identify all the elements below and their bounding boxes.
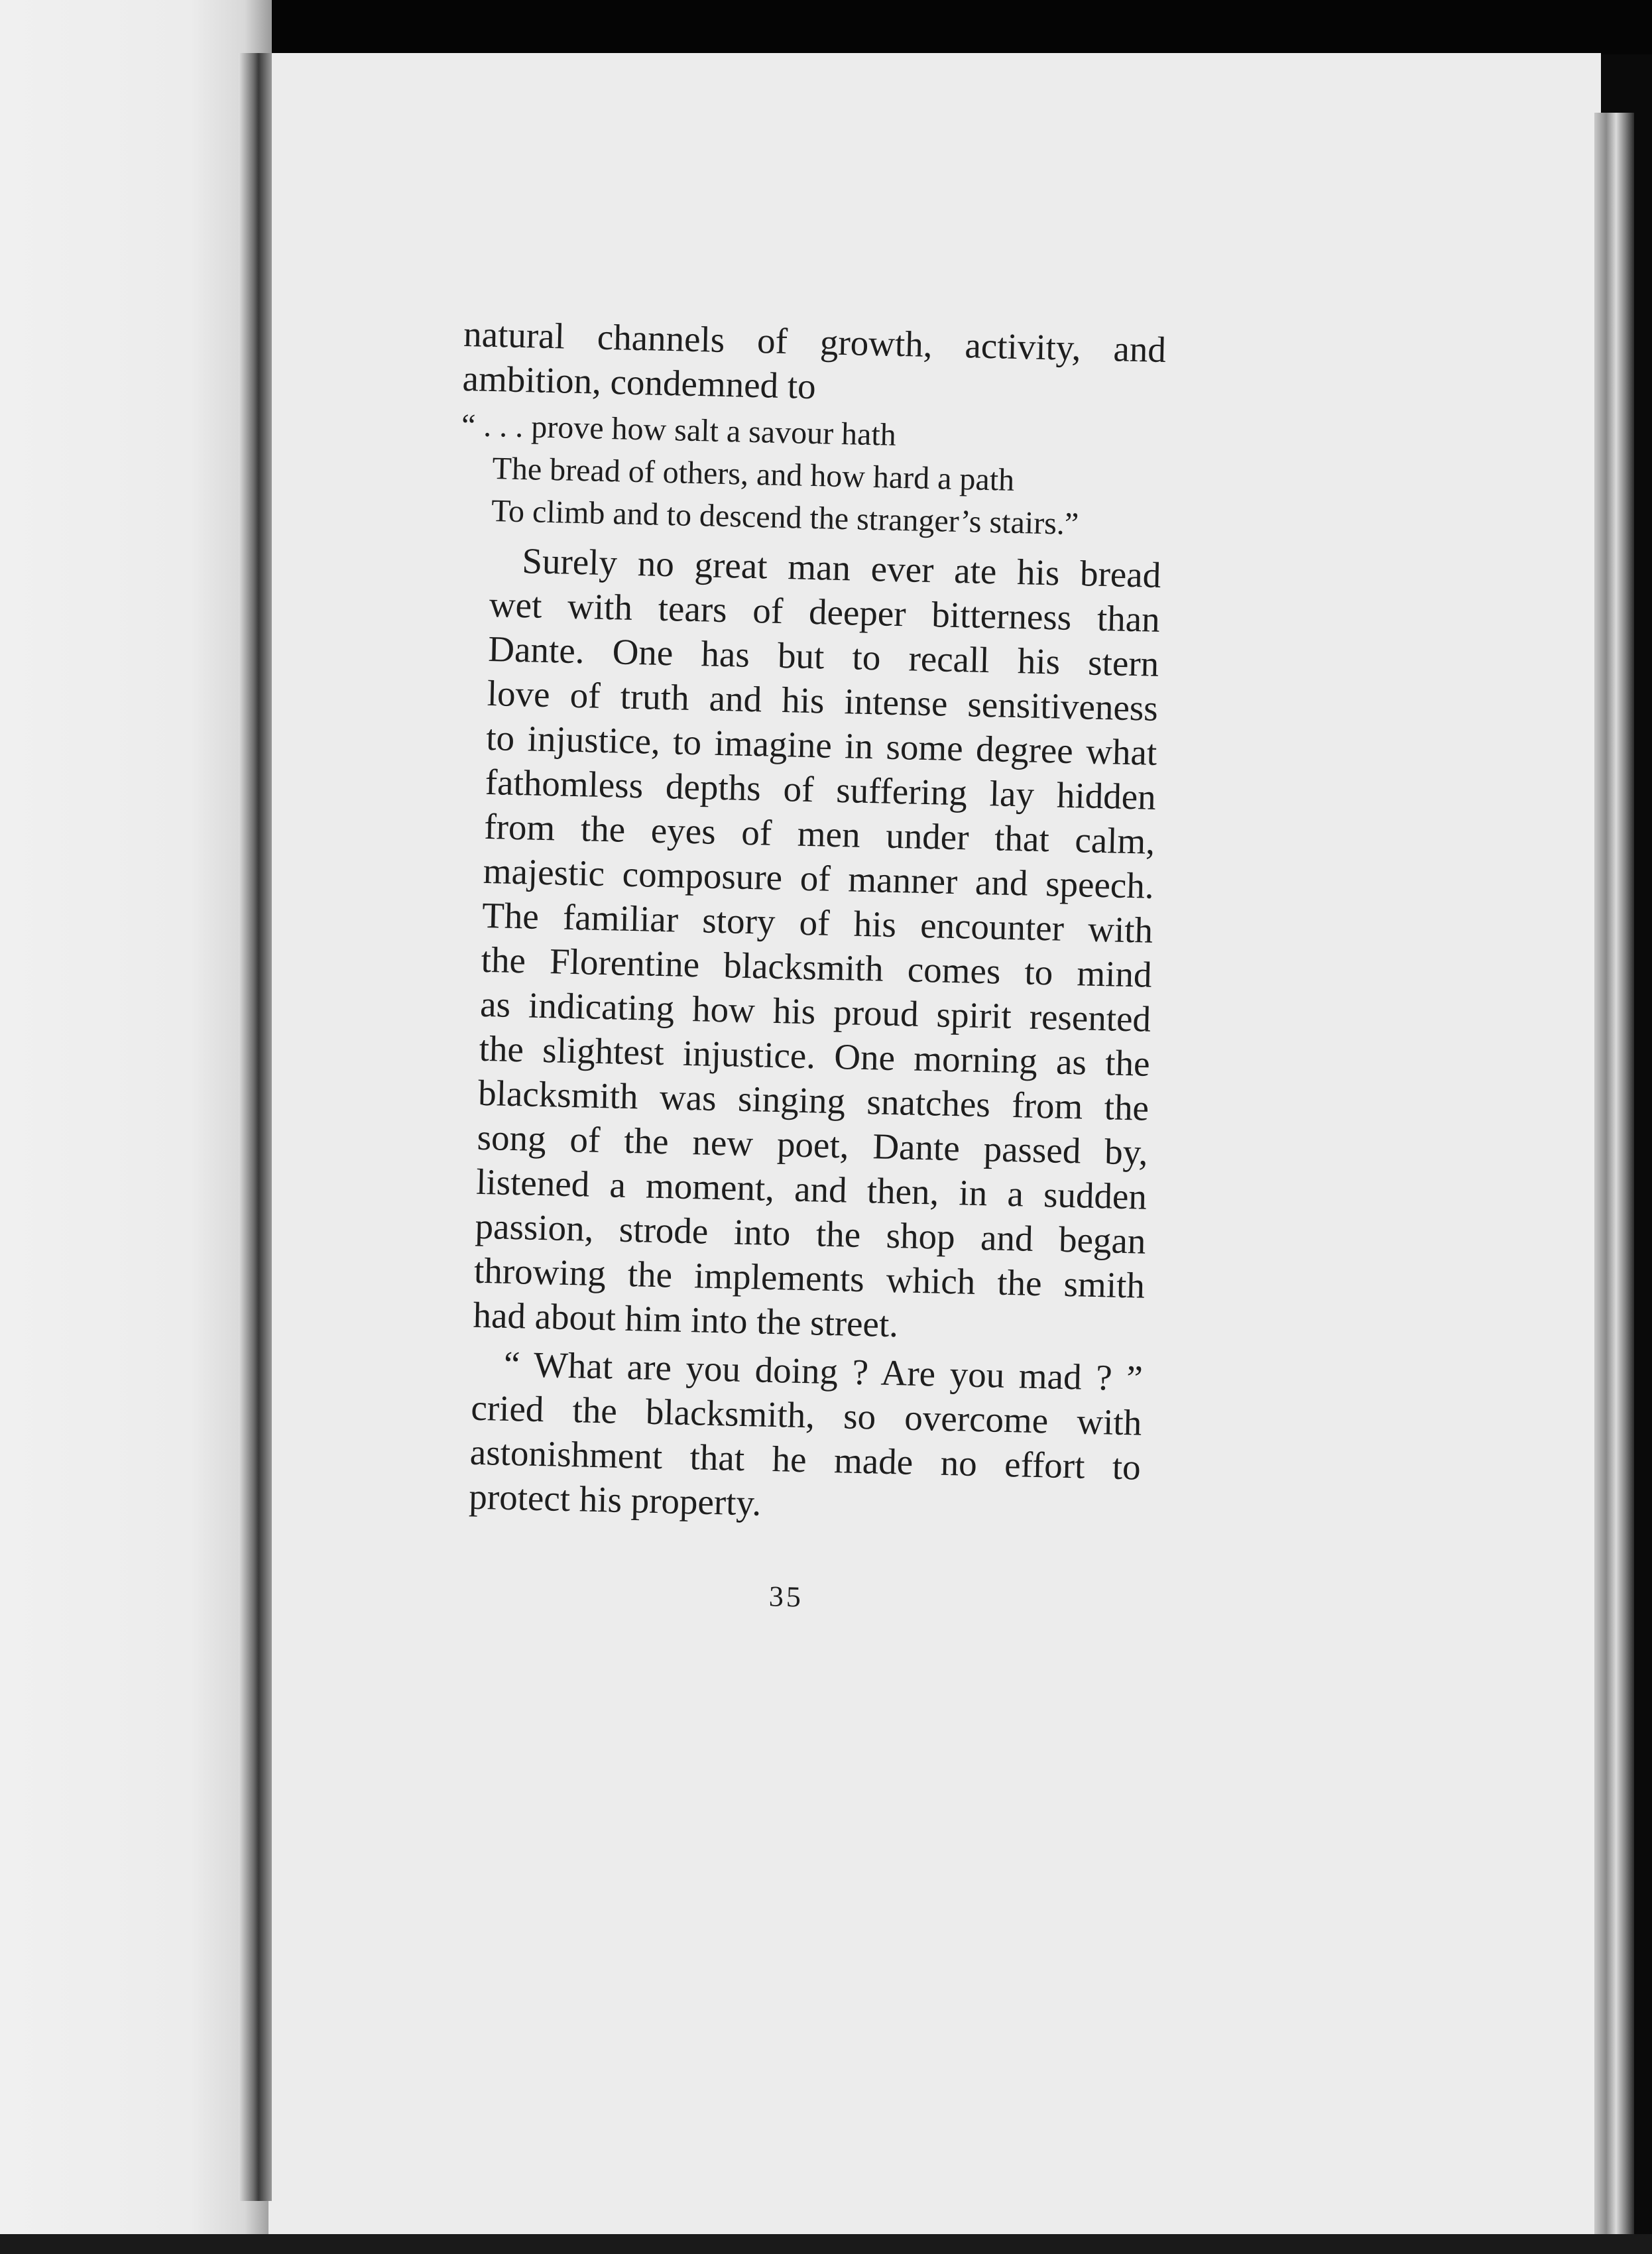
text-line: ambition, condemned to <box>462 357 817 407</box>
page-number: 35 <box>768 1580 804 1614</box>
text-line: throwing the implements which the smith <box>473 1250 1146 1306</box>
text-line: love of truth and his intense sensitiveness <box>487 672 1159 729</box>
text-line: from the eyes of men under that calm, <box>483 805 1155 862</box>
text-line: blacksmith was singing snatches from the <box>477 1072 1150 1128</box>
text-line: fathomless depths of suffering lay hidden <box>485 761 1157 817</box>
left-page <box>0 0 272 2254</box>
paragraph-continued <box>462 312 1167 416</box>
page-edge <box>1594 113 1634 2254</box>
text-line: cried the blacksmith, so overcome with <box>470 1387 1142 1443</box>
verse-line: To climb and to descend the stranger’s stairs.” <box>491 493 1079 542</box>
book-gutter <box>239 53 272 2201</box>
text-line: wet with tears of deeper bitterness than <box>489 583 1161 640</box>
verse-quotation <box>459 404 1164 548</box>
text-line: majestic composure of manner and speech. <box>483 850 1155 906</box>
text-line: song of the new poet, Dante passed by, <box>477 1116 1149 1173</box>
text-line: passion, strode into the shop and began <box>475 1205 1147 1262</box>
text-line: Surely no great man ever ate his bread <box>521 540 1161 595</box>
verse-line: The bread of others, and how hard a path <box>492 451 1015 498</box>
text-line: had about him into the street. <box>472 1294 899 1345</box>
text-line: the slightest injustice. One morning as the <box>479 1028 1151 1084</box>
text-line: The familiar story of his encounter with <box>481 894 1153 951</box>
text-line: protect his property. <box>468 1476 762 1523</box>
text-line: natural channels of growth, activity, and <box>463 313 1167 371</box>
text-line: Dante. One has but to recall his stern <box>487 628 1159 684</box>
scan-top-border <box>268 0 1652 54</box>
paragraph-blacksmith-reply <box>437 1340 1144 1534</box>
body-text <box>437 312 1167 1534</box>
scan-bottom-border <box>0 2234 1652 2254</box>
text-line: listened a moment, and then, in a sudden <box>475 1161 1148 1217</box>
text-line: astonishment that he made no effort to <box>469 1431 1142 1488</box>
verse-line: “ . . . prove how salt a savour hath <box>461 407 897 453</box>
text-line: to injustice, to imagine in some degree what <box>485 717 1157 773</box>
paragraph-dante-story <box>441 537 1161 1352</box>
text-line: “ What are you doing ? Are you mad ? ” <box>503 1343 1144 1399</box>
text-line: as indicating how his proud spirit resented <box>479 983 1151 1039</box>
text-line: the Florentine blacksmith comes to mind <box>481 939 1153 995</box>
